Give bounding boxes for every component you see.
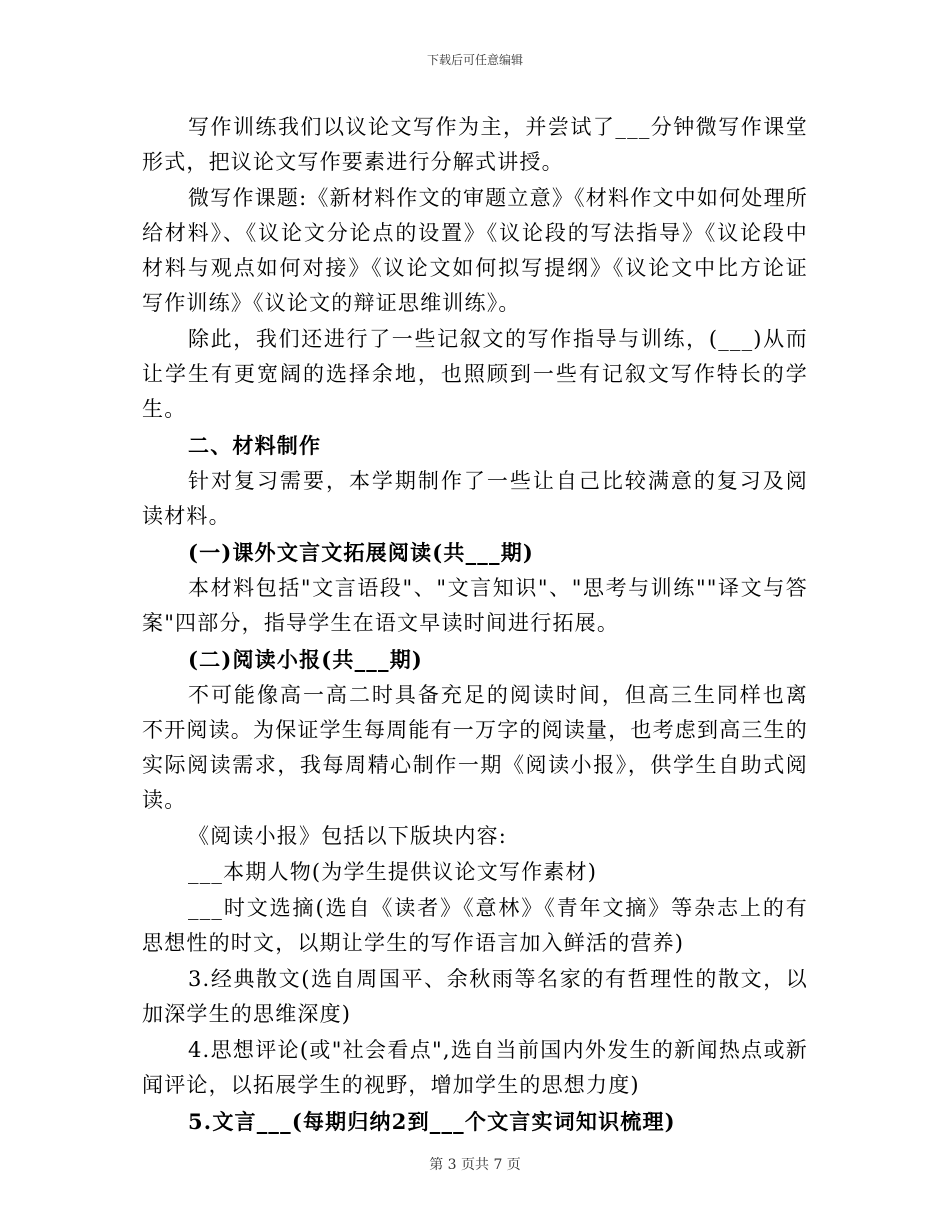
section-heading-materials: 二、材料制作	[188, 433, 322, 458]
paragraph-reading-newsletter: 不可能像高一高二时具备充足的阅读时间，但高三生同样也离不开阅读。为保证学生每周能有一万字的阅读量，也考虑到高三生的实际阅读需求，我每周精心制作一期《阅读小报》，供学生自助式阅读。	[142, 683, 808, 812]
paragraph-micro-writing-topics: 微写作课题:《新材料作文的审题立意》《材料作文中如何处理所给材料》、《议论文分论点的设置》《议论段的写法指导》《议论段中材料与观点如何对接》《议论文如何拟写提纲》《议论文中比方论证写作训练》《议论文的辩证思维训练》。	[142, 186, 808, 315]
list-item-classical-chinese: 5.文言___(每期归纳2到___个文言实词知识梳理)	[188, 1109, 676, 1134]
paragraph-classical-reading: 本材料包括"文言语段"、"文言知识"、"思考与训练""译文与答案"四部分，指导学生在语文早读时间进行拓展。	[142, 576, 808, 635]
paragraph-newsletter-sections: 《阅读小报》包括以下版块内容:	[188, 824, 508, 848]
page-footer: 第 3 页共 7 页	[429, 1157, 521, 1173]
page-header: 下载后可任意编辑	[426, 53, 523, 67]
paragraph-materials-intro: 针对复习需要，本学期制作了一些让自己比较满意的复习及阅读材料。	[142, 469, 808, 528]
list-item-essay-selection: ___时文选摘(选自《读者》《意林》《青年文摘》等杂志上的有思想性的时文，以期让学生的写作语言加入鲜活的营养)	[142, 896, 808, 955]
subheading-classical-reading: (一)课外文言文拓展阅读(共___期)	[188, 540, 535, 565]
subheading-reading-newsletter: (二)阅读小报(共___期)	[188, 647, 424, 672]
list-item-featured-person: ___本期人物(为学生提供议论文写作素材)	[188, 860, 598, 884]
list-item-opinion-review: 4.思想评论(或"社会看点",选自当前国内外发生的新闻热点或新闻评论，以拓展学生的视野，增加学生的思想力度)	[142, 1038, 808, 1097]
paragraph-narrative-writing: 除此，我们还进行了一些记叙文的写作指导与训练，(___)从而让学生有更宽阔的选择余地，也照顾到一些有记叙文写作特长的学生。	[142, 327, 808, 421]
paragraph-micro-writing-intro: 写作训练我们以议论文写作为主，并尝试了___分钟微写作课堂形式，把议论文写作要素进行分解式讲授。	[142, 115, 808, 174]
document-body	[142, 110, 808, 1140]
list-item-classic-prose: 3.经典散文(选自周国平、余秋雨等名家的有哲理性的散文，以加深学生的思维深度)	[142, 967, 808, 1026]
